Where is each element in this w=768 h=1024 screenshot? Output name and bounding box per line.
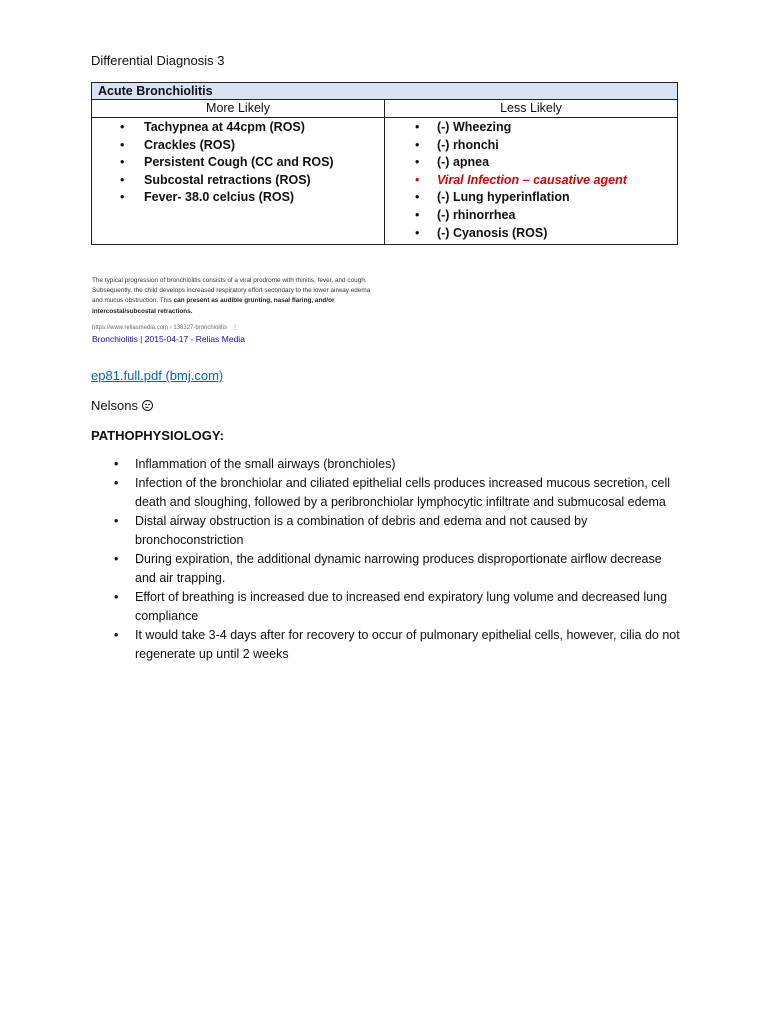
search-result-snippet: [92, 276, 382, 344]
list-item-text: Persistent Cough (CC and ROS): [144, 155, 334, 170]
table-body-row: [92, 118, 678, 245]
list-item: [385, 225, 677, 243]
pathophysiology-heading: PATHOPHYSIOLOGY:: [91, 428, 224, 443]
list-item-text: Tachypnea at 44cpm (ROS): [144, 120, 305, 134]
less-likely-cell: [384, 118, 677, 245]
differential-diagnosis-table: [91, 82, 678, 245]
list-item: [91, 550, 681, 588]
bullet-icon: •: [414, 207, 420, 222]
bullet-icon: •: [114, 457, 119, 471]
snippet-text-bold: can present as audible grunting, nasal flaring, and/or intercostal/subcostal retractions.: [92, 297, 335, 315]
table-title: Acute Bronchiolitis: [92, 83, 678, 100]
list-item-text: Viral Infection – causative agent: [436, 172, 627, 187]
column-header-less-likely: Less Likely: [384, 100, 677, 118]
list-item: [92, 119, 384, 137]
list-item-text: Infection of the bronchiolar and ciliated epithelial cells produces increased mucous secretion, cell death and sloughing, followed by a peribronchiolar lymphocytic infiltrate and submucosal edema: [135, 476, 671, 509]
list-item: [92, 172, 384, 190]
table-title-row: [92, 83, 678, 100]
list-item-text: It would take 3-4 days after for recovery to occur of pulmonary epithelial cells, however, cilia do not regenerate up until 2 weeks: [135, 628, 680, 661]
list-item-text: (-) apnea: [436, 155, 490, 170]
list-item: [91, 474, 681, 512]
bullet-icon: •: [414, 120, 420, 134]
bullet-icon: •: [120, 155, 125, 170]
list-item-text: (-) rhinorrhea: [436, 207, 516, 222]
snippet-text: [92, 276, 382, 317]
list-item-text: (-) Wheezing: [436, 120, 512, 134]
document-title: Differential Diagnosis 3: [91, 53, 225, 68]
list-item-text: Fever- 38.0 celcius (ROS): [144, 190, 295, 205]
bullet-icon: •: [120, 190, 125, 205]
nelsons-line: [91, 398, 153, 413]
list-item: [91, 626, 681, 664]
list-item: [92, 189, 384, 207]
bullet-icon: •: [114, 552, 119, 566]
list-item-text: Distal airway obstruction is a combination of debris and edema and not caused by bronchoconstriction: [135, 514, 588, 547]
list-item-text: (-) Cyanosis (ROS): [436, 225, 548, 240]
more-likely-list: [92, 119, 384, 207]
list-item-text: Subcostal retractions (ROS): [144, 172, 311, 187]
nelsons-label: Nelsons: [91, 398, 138, 413]
list-item: [385, 137, 677, 155]
bullet-icon: •: [114, 476, 119, 490]
pdf-link[interactable]: ep81.full.pdf (bmj.com): [91, 368, 224, 383]
less-likely-list: [385, 119, 677, 242]
list-item: [385, 189, 677, 207]
list-item: [91, 512, 681, 550]
list-item: [91, 455, 681, 474]
bullet-icon: •: [120, 172, 125, 187]
more-options-icon[interactable]: ⋮: [232, 324, 239, 331]
bullet-icon: •: [114, 590, 119, 604]
list-item-text: (-) rhonchi: [436, 137, 499, 152]
pathophysiology-list: [91, 455, 681, 664]
list-item: [92, 154, 384, 172]
smiley-face-icon: [142, 400, 153, 411]
list-item-text: During expiration, the additional dynamic narrowing produces disproportionate airflow decrease and air trapping.: [135, 552, 662, 585]
bullet-icon: •: [414, 137, 420, 152]
column-header-more-likely: More Likely: [92, 100, 385, 118]
list-item-highlighted: [385, 172, 677, 190]
list-item: [385, 154, 677, 172]
snippet-url[interactable]: [92, 324, 382, 332]
list-item-text: Crackles (ROS): [144, 137, 236, 152]
more-likely-cell: [92, 118, 385, 245]
snippet-url-text: https://www.reliasmedia.com › 136327-bronchiolitis: [92, 324, 228, 331]
snippet-result-link[interactable]: Bronchiolitis | 2015-04-17 - Relias Media: [92, 333, 245, 344]
table-header-row: [92, 100, 678, 118]
list-item-text: (-) Lung hyperinflation: [436, 190, 570, 205]
list-item: [385, 119, 677, 137]
list-item-text: Inflammation of the small airways (bronchioles): [135, 457, 396, 471]
bullet-icon: •: [120, 137, 125, 152]
list-item: [91, 588, 681, 626]
list-item: [385, 207, 677, 225]
bullet-icon: •: [414, 155, 420, 170]
list-item-text: Effort of breathing is increased due to increased end expiratory lung volume and decreased lung compliance: [135, 590, 668, 623]
bullet-icon: •: [414, 190, 420, 205]
bullet-icon: •: [414, 172, 420, 187]
bullet-icon: •: [114, 514, 119, 528]
bullet-icon: •: [414, 225, 420, 240]
list-item: [92, 137, 384, 155]
bullet-icon: •: [114, 628, 119, 642]
bullet-icon: •: [120, 120, 125, 134]
snippet-text-regular: The typical progression of bronchiolitis consists of a viral prodrome with rhinitis, fever, and cough. Subsequently, the child develops increased respiratory effort secondary to the lower airway edema and mucus obstruction. This: [92, 277, 371, 305]
